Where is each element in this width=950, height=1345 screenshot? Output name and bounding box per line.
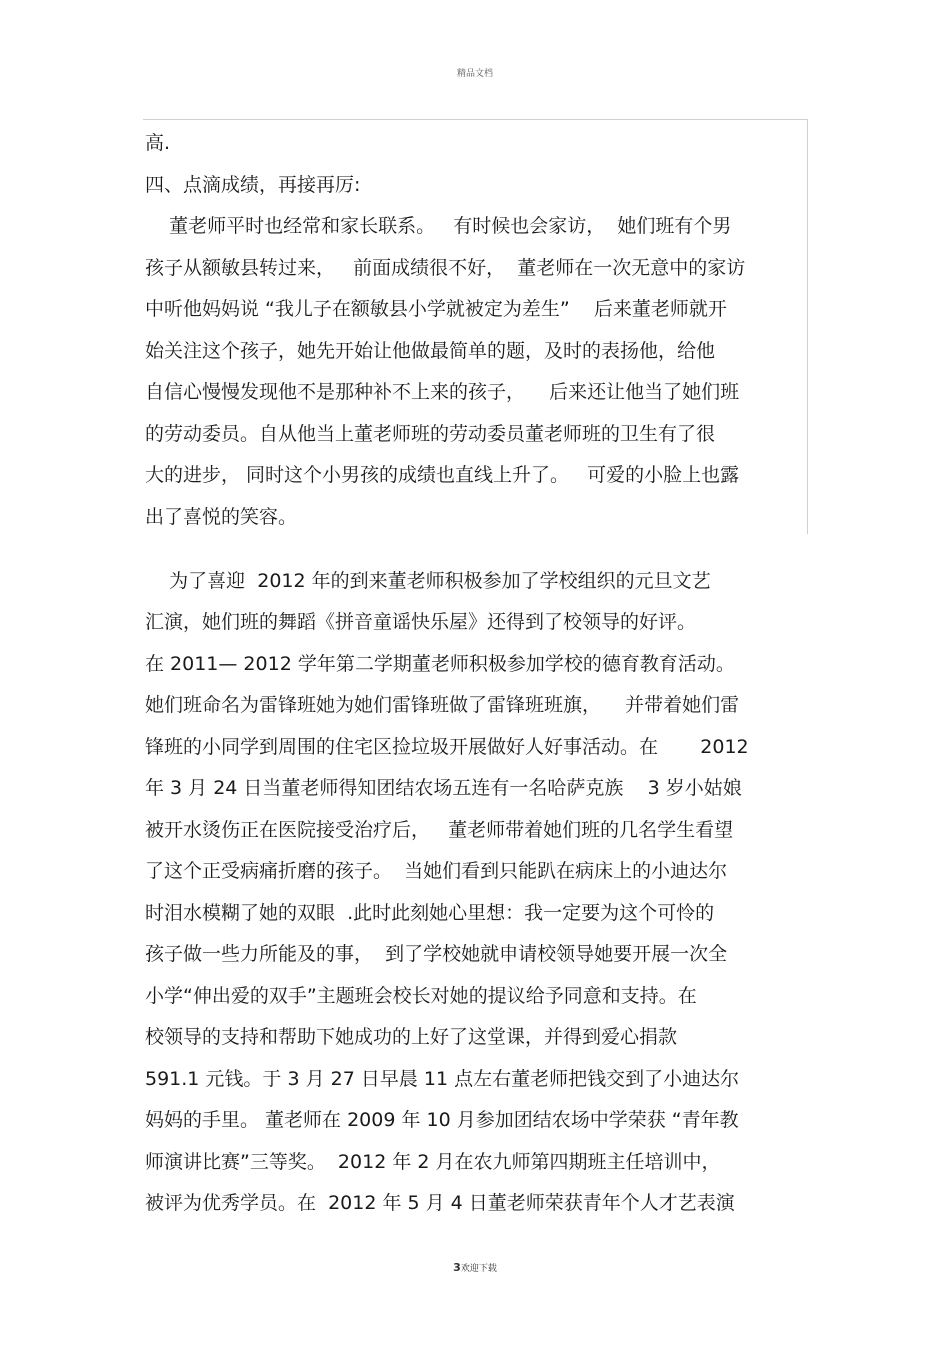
text-line: 的劳动委员。自从他当上董老师班的劳动委员董老师班的卫生有了很 [145,423,716,445]
text-line: 汇演，她们班的舞蹈《拼音童谣快乐屋》还得到了校领导的好评。 [145,611,697,633]
text-line: 锋班的小同学到周围的住宅区捡垃圾开展做好人好事活动。在 2012 [145,736,749,758]
text-line: 被开水烫伤正在医院接受治疗后， 董老师带着她们班的几名学生看望 [145,819,734,841]
text-line: 小学“伸出爱的双手”主题班会校长对她的提议给予同意和支持。在 [145,985,697,1007]
text-line: 大的进步， 同时这个小男孩的成绩也直线上升了。 可爱的小脸上也露 [145,464,740,486]
text-line: 被评为优秀学员。在 2012 年 5 月 4 日董老师荣获青年个人才艺表演 [145,1192,735,1214]
text-line: 年 3 月 24 日当董老师得知团结农场五连有一名哈萨克族 3 岁小姑娘 [145,777,742,799]
text-line: 为了喜迎 2012 年的到来董老师积极参加了学校组织的元旦文艺 [145,570,711,592]
text-line: 在 2011— 2012 学年第二学期董老师积极参加学校的德育教育活动。 [145,653,735,675]
text-line: 董老师平时也经常和家长联系。 有时候也会家访， 她们班有个男 [145,215,732,237]
text-line: 了这个正受病痛折磨的孩子。 当她们看到只能趴在病床上的小迪达尔 [145,860,728,882]
footer-text: 欢迎下载 [460,1264,497,1274]
text-line: 591.1 元钱。于 3 月 27 日早晨 11 点左右董老师把钱交到了小迪达尔 [145,1068,740,1090]
text-line: 师演讲比赛”三等奖。 2012 年 2 月在农九师第四期班主任培训中， [145,1151,721,1173]
text-line: 孩子做一些力所能及的事， 到了学校她就申请校领导她要开展一次全 [145,943,728,965]
section-heading: 四、点滴成绩，再接再厉: [145,174,361,196]
page-header: 精品文档 [456,69,493,79]
text-line: 校领导的支持和帮助下她成功的上好了这堂课，并得到爱心捐款 [145,1026,678,1048]
text-line: 始关注这个孩子，她先开始让他做最简单的题，及时的表扬他，给他 [145,340,716,362]
page-number: 3 [453,1261,461,1274]
page-footer [0,1261,950,1274]
text-line: 孩子从额敏县转过来， 前面成绩很不好， 董老师在一次无意中的家访 [145,257,746,279]
text-line: 她们班命名为雷锋班她为她们雷锋班做了雷锋班班旗， 并带着她们雷 [145,694,740,716]
text-line: 时泪水模糊了她的双眼 .此时此刻她心里想：我一定要为这个可怜的 [145,902,715,924]
text-line: 高. [145,132,171,154]
text-line: 自信心慢慢发现他不是那种补不上来的孩子， 后来还让他当了她们班 [145,381,740,403]
text-line: 中听他妈妈说 “我儿子在额敏县小学就被定为差生” 后来董老师就开 [145,298,727,320]
text-line: 出了喜悦的笑容。 [145,506,298,528]
text-line: 妈妈的手里。 董老师在 2009 年 10 月参加团结农场中学荣获 “青年教 [145,1109,739,1131]
